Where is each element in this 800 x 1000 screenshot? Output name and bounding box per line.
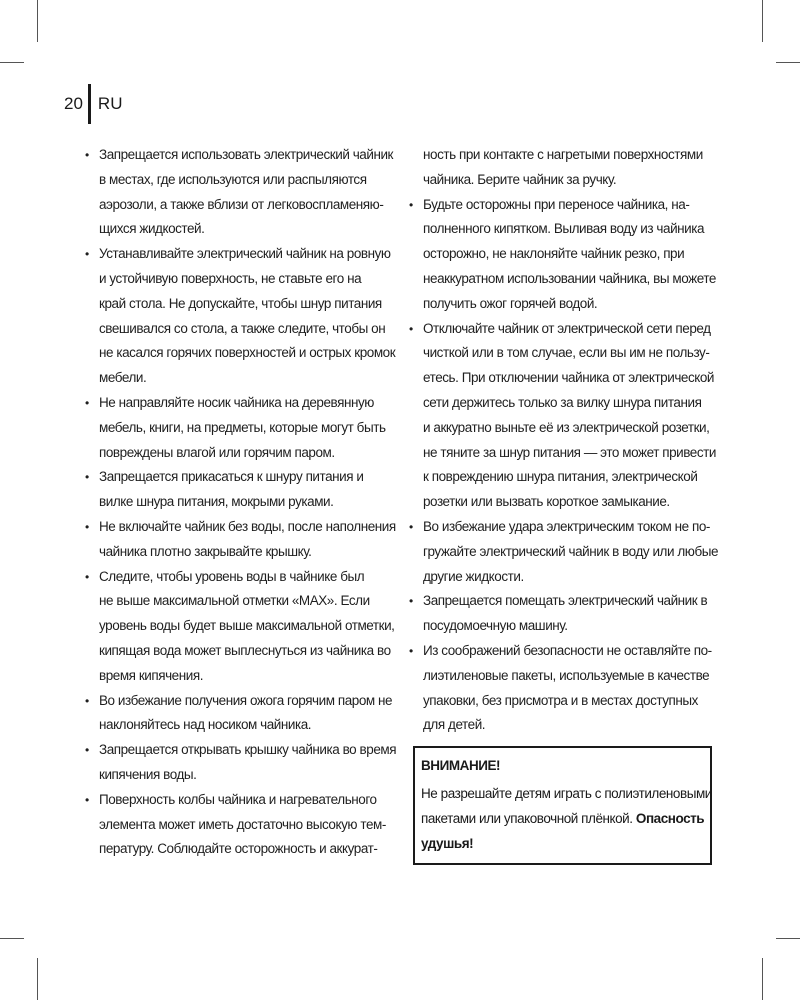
- bullet-marker: •: [85, 148, 89, 162]
- list-item: [406, 317, 716, 515]
- list-item-line: Во избежание удара электрическим током не по-: [423, 518, 710, 534]
- list-item: [406, 193, 716, 317]
- list-item-line: полненного кипятком. Выливая воду из чайника: [423, 221, 705, 237]
- bullet-marker: •: [409, 643, 413, 658]
- bullet-marker: •: [409, 321, 413, 336]
- bullet-marker: •: [85, 519, 89, 534]
- list-item-line: осторожно, не наклоняйте чайник резко, при: [423, 246, 685, 262]
- list-item-line: упаковки, без присмотра и в местах доступных: [423, 692, 698, 708]
- list-item-line: Отключайте чайник от электрической сети перед: [423, 320, 711, 336]
- list-item-line: неаккуратном использовании чайника, вы можете: [423, 270, 716, 286]
- bullet-marker: •: [85, 792, 89, 807]
- list-item-line: свешивался со стола, а также следите, чтобы он: [99, 320, 386, 336]
- list-item-line: и аккуратно выньте её из электрической розетки,: [423, 419, 710, 435]
- crop-mark: [0, 62, 24, 63]
- list-item: [82, 689, 398, 739]
- crop-mark: [776, 62, 800, 63]
- list-item-line: Во избежание получения ожога горячим паром не: [99, 692, 393, 708]
- list-item-line: щихся жидкостей.: [99, 221, 205, 237]
- list-item: [82, 143, 398, 242]
- bullet-marker: •: [85, 470, 89, 485]
- list-item-line: другие жидкости.: [423, 568, 524, 584]
- warning-text-bold: удушья!: [421, 835, 474, 851]
- list-item-line: розетки или вызвать короткое замыкание.: [423, 494, 670, 510]
- warning-text-normal: пакетами или упаковочной плёнкой.: [421, 810, 633, 826]
- list-item-line: кипячения воды.: [99, 766, 197, 782]
- warning-text-line: Не разрешайте детям играть с полиэтиленовыми: [421, 786, 712, 801]
- list-item: [406, 589, 716, 639]
- crop-mark: [0, 938, 24, 939]
- list-item-line: не тяните за шнур питания — это может привести: [423, 444, 716, 460]
- list-item-line: чисткой или в том случае, если вы им не пользу-: [423, 345, 710, 361]
- list-item-line: посудомоечную машину.: [423, 618, 568, 634]
- right-bullet-list: [406, 143, 719, 738]
- warning-text-line: [421, 807, 710, 832]
- list-item-line: для детей.: [423, 717, 486, 733]
- list-item-line: наклоняйтесь над носиком чайника.: [99, 717, 312, 733]
- list-item-line: кипящая вода может выплеснуться из чайника во: [99, 642, 391, 658]
- bullet-marker: •: [85, 395, 89, 410]
- bullet-marker: •: [85, 743, 89, 758]
- list-item-line: мебели.: [99, 370, 147, 386]
- list-item: [406, 143, 716, 193]
- bullet-marker: •: [409, 197, 413, 212]
- warning-text-bold: Опасность: [635, 810, 705, 826]
- list-item-line: повреждены влагой или горячим паром.: [99, 444, 335, 460]
- list-item-line: Устанавливайте электрический чайник на ровную: [99, 246, 391, 262]
- bullet-marker: •: [85, 247, 89, 262]
- list-item-line: Запрещается прикасаться к шнуру питания и: [99, 469, 364, 485]
- list-item-line: не выше максимальной отметки «MAX». Если: [99, 593, 370, 609]
- list-item-line: пературу. Соблюдайте осторожность и аккурат-: [99, 841, 378, 857]
- list-item: [82, 738, 398, 788]
- list-item: [82, 565, 398, 689]
- list-item-line: элемента может иметь достаточно высокую тем-: [99, 816, 386, 832]
- list-item-line: вилке шнура питания, мокрыми руками.: [99, 494, 334, 510]
- list-item-line: уровень воды будет выше максимальной отметки,: [99, 618, 395, 634]
- list-item-line: чайника. Берите чайник за ручку.: [423, 171, 617, 187]
- list-item-line: Не направляйте носик чайника на деревянную: [99, 394, 374, 410]
- list-item-line: Запрещается помещать электрический чайник в: [423, 593, 708, 609]
- page-header: [64, 84, 122, 124]
- list-item: [406, 515, 719, 589]
- list-item: [406, 639, 716, 738]
- list-item-line: Не включайте чайник без воды, после наполнения: [99, 518, 396, 534]
- left-bullet-list: [82, 143, 398, 862]
- crop-mark: [37, 0, 38, 42]
- crop-mark: [762, 0, 763, 42]
- header-divider: [88, 84, 91, 124]
- crop-mark: [776, 938, 800, 939]
- list-item-line: Запрещается открывать крышку чайника во время: [99, 742, 397, 758]
- crop-mark: [37, 958, 38, 1000]
- list-item-line: етесь. При отключении чайника от электрической: [423, 370, 715, 386]
- list-item-line: в местах, где используются или распыляются: [99, 171, 367, 187]
- list-item-line: Следите, чтобы уровень воды в чайнике был: [99, 568, 365, 584]
- bullet-marker: •: [409, 594, 413, 609]
- list-item-line: Поверхность колбы чайника и нагревательного: [99, 791, 377, 807]
- list-item: [82, 465, 398, 515]
- list-item-line: получить ожог горячей водой.: [423, 295, 598, 311]
- list-item-line: мебель, книги, на предметы, которые могут быть: [99, 419, 386, 435]
- list-item-line: лиэтиленовые пакеты, используемые в качестве: [423, 667, 710, 683]
- language-code: RU: [97, 94, 123, 113]
- bullet-marker: •: [85, 693, 89, 708]
- list-item-line: край стола. Не допускайте, чтобы шнур питания: [99, 295, 382, 311]
- page-number: 20: [64, 94, 83, 113]
- crop-mark: [762, 958, 763, 1000]
- right-column: [406, 143, 719, 738]
- list-item-line: к повреждению шнура питания, электрической: [423, 469, 698, 485]
- bullet-marker: •: [85, 569, 89, 584]
- list-item-line: Запрещается использовать электрический чайник: [99, 147, 394, 162]
- list-item-line: аэрозоли, а также вблизи от легковоспламеняю-: [99, 196, 384, 212]
- list-item: [82, 788, 398, 862]
- warning-title: ВНИМАНИЕ!: [421, 758, 501, 773]
- warning-box: [413, 746, 712, 865]
- list-item-line: время кипячения.: [99, 667, 203, 683]
- list-item-line: и устойчивую поверхность, не ставьте его на: [99, 270, 362, 286]
- list-item-line: Из соображений безопасности не оставляйте по-: [423, 642, 712, 658]
- list-item: [82, 242, 398, 391]
- list-item-line: Будьте осторожны при переносе чайника, на-: [423, 196, 690, 212]
- list-item-line: чайника плотно закрывайте крышку.: [99, 543, 312, 559]
- left-column: [82, 143, 398, 862]
- list-item-line: гружайте электрический чайник в воду или любые: [423, 543, 719, 559]
- bullet-marker: •: [409, 519, 413, 534]
- list-item-line: ность при контакте с нагретыми поверхностями: [423, 147, 703, 162]
- list-item: [82, 515, 398, 565]
- list-item-line: не касался горячих поверхностей и острых кромок: [99, 345, 396, 361]
- list-item-line: сети держитесь только за вилку шнура питания: [423, 394, 702, 410]
- list-item: [82, 391, 398, 465]
